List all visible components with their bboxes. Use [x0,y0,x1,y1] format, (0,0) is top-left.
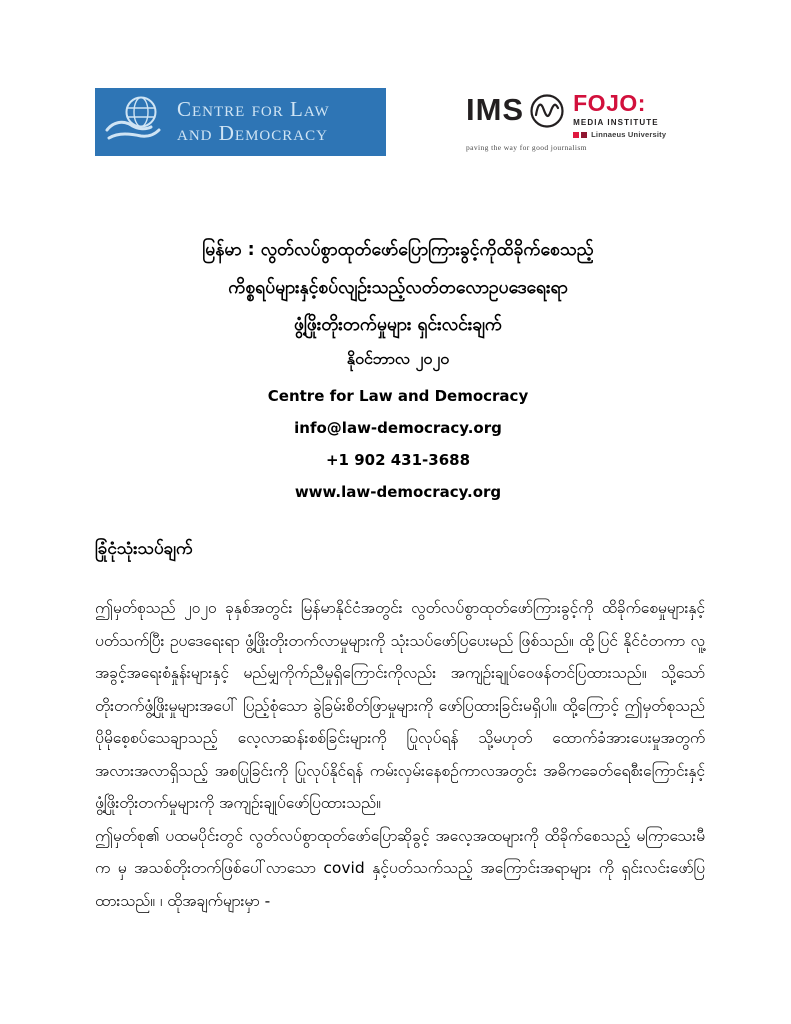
cld-logo-line2: and Democracy [177,121,328,145]
ims-wave-icon [529,93,565,133]
ims-fojo-logo [466,90,698,158]
fojo-logo-block [573,92,666,139]
university-square-icon [581,132,587,138]
paragraph-2: ဤမှတ်စု၏ ပထမပိုင်းတွင် လွတ်လပ်စွာထုတ်ဖော်ပြောဆိုခွင့် အလေ့အထများကို ထိခိုက်စေသည့် မကြာသေးမီက မှ အသစ်တိုးတက်ဖြစ်ပေါ်လာသော covid နှင့်ပတ်သက်သည့် အကြောင်းအရာများ ကို ရှင်းလင်းဖော်ပြထားသည်။ ၊ ထိုအချက်များမှာ - [95,826,705,910]
document-title [95,232,701,345]
fojo-university-row [573,130,666,139]
ims-logo-text: IMS [466,92,525,127]
organization-name: Centre for Law and Democracy [267,387,529,405]
section-heading: ခြုံငုံသုံးသပ်ချက် [95,539,193,559]
hand-globe-icon [103,92,169,152]
website-url: www.law-democracy.org [294,483,502,501]
ims-tagline: paving the way for good journalism [466,143,587,152]
university-label: Linnaeus University [591,130,667,139]
paragraph-1: ဤမှတ်စုသည် ၂၀၂၀ ခုနှစ်အတွင်း မြန်မာနိုင်ငံအတွင်း လွတ်လပ်စွာထုတ်ဖော်ကြားခွင့်ကို ထိခိုက်စေမှုများနှင့်ပတ်သက်ပြီး ဥပဒေရေးရာ ဖွံ့ဖြိုးတိုးတက်လာမှုများကို သုံးသပ်ဖော်ပြပေးမည် ဖြစ်သည်။ ထို့ပြင် နိုင်ငံတကာ လူ့အခွင့်အရေးစံနှုန်းများနှင့် မည်မျှကိုက်ညီမှုရှိကြောင်းကိုလည်း အကျဉ်းချုပ်ဝေဖန်တင်ပြထားသည်။ သို့သော် တိုးတက်ဖွံ့ဖြိုးမှုများအပေါ် ပြည့်စုံသော ခွဲခြမ်းစိတ်ဖြာမှုများကို ဖော်ပြထားခြင်းမရှိပါ။ ထို့ကြောင့် ဤမှတ်စုသည် ပိုမိုစေ့စပ်သေချာသည့် လေ့လာဆန်းစစ်ခြင်းများကို ပြုလုပ်ရန် သို့မဟုတ် ထောက်ခံအားပေးမှုအတွက် အလားအလာရှိသည့် အစပြုခြင်းကို ပြုလုပ်နိုင်ရန် ကမ်းလှမ်းနေစဉ်ကာလအတွင်း အဓိကခေတ်ရေစီးကြောင်းနှင့် ဖွံ့ဖြိုးတိုးတက်မှုများကို အကျဉ်းချုပ်ဖော်ပြထားသည်။ [95,599,705,813]
email-address: info@law-democracy.org [294,419,502,437]
title-line-1: မြန်မာ : လွတ်လပ်စွာထုတ်ဖော်ပြောကြားခွင့်ကိုထိခိုက်စေသည့် [202,240,594,260]
publication-date: နိုဝင်ဘာလ ၂၀၂၀ [346,349,450,368]
phone-number: +1 902 431-3688 [325,451,471,469]
fojo-subtitle: MEDIA INSTITUTE [573,118,659,127]
title-line-3: ဖွံ့ဖြိုးတိုးတက်မှုများ ရှင်းလင်းချက် [293,315,502,336]
cld-logo-text [177,98,330,145]
contact-block [95,348,701,515]
cld-logo [95,88,386,156]
body-text [95,592,705,917]
cld-logo-line1: Centre for Law [177,97,330,122]
fojo-logo-text: FOJO: [573,90,646,116]
title-line-2: ကိစ္စရပ်များနှင့်စပ်လျဉ်းသည့်လတ်တလောဥပဒေရေးရာ [228,277,568,298]
university-square-icon [573,132,579,138]
